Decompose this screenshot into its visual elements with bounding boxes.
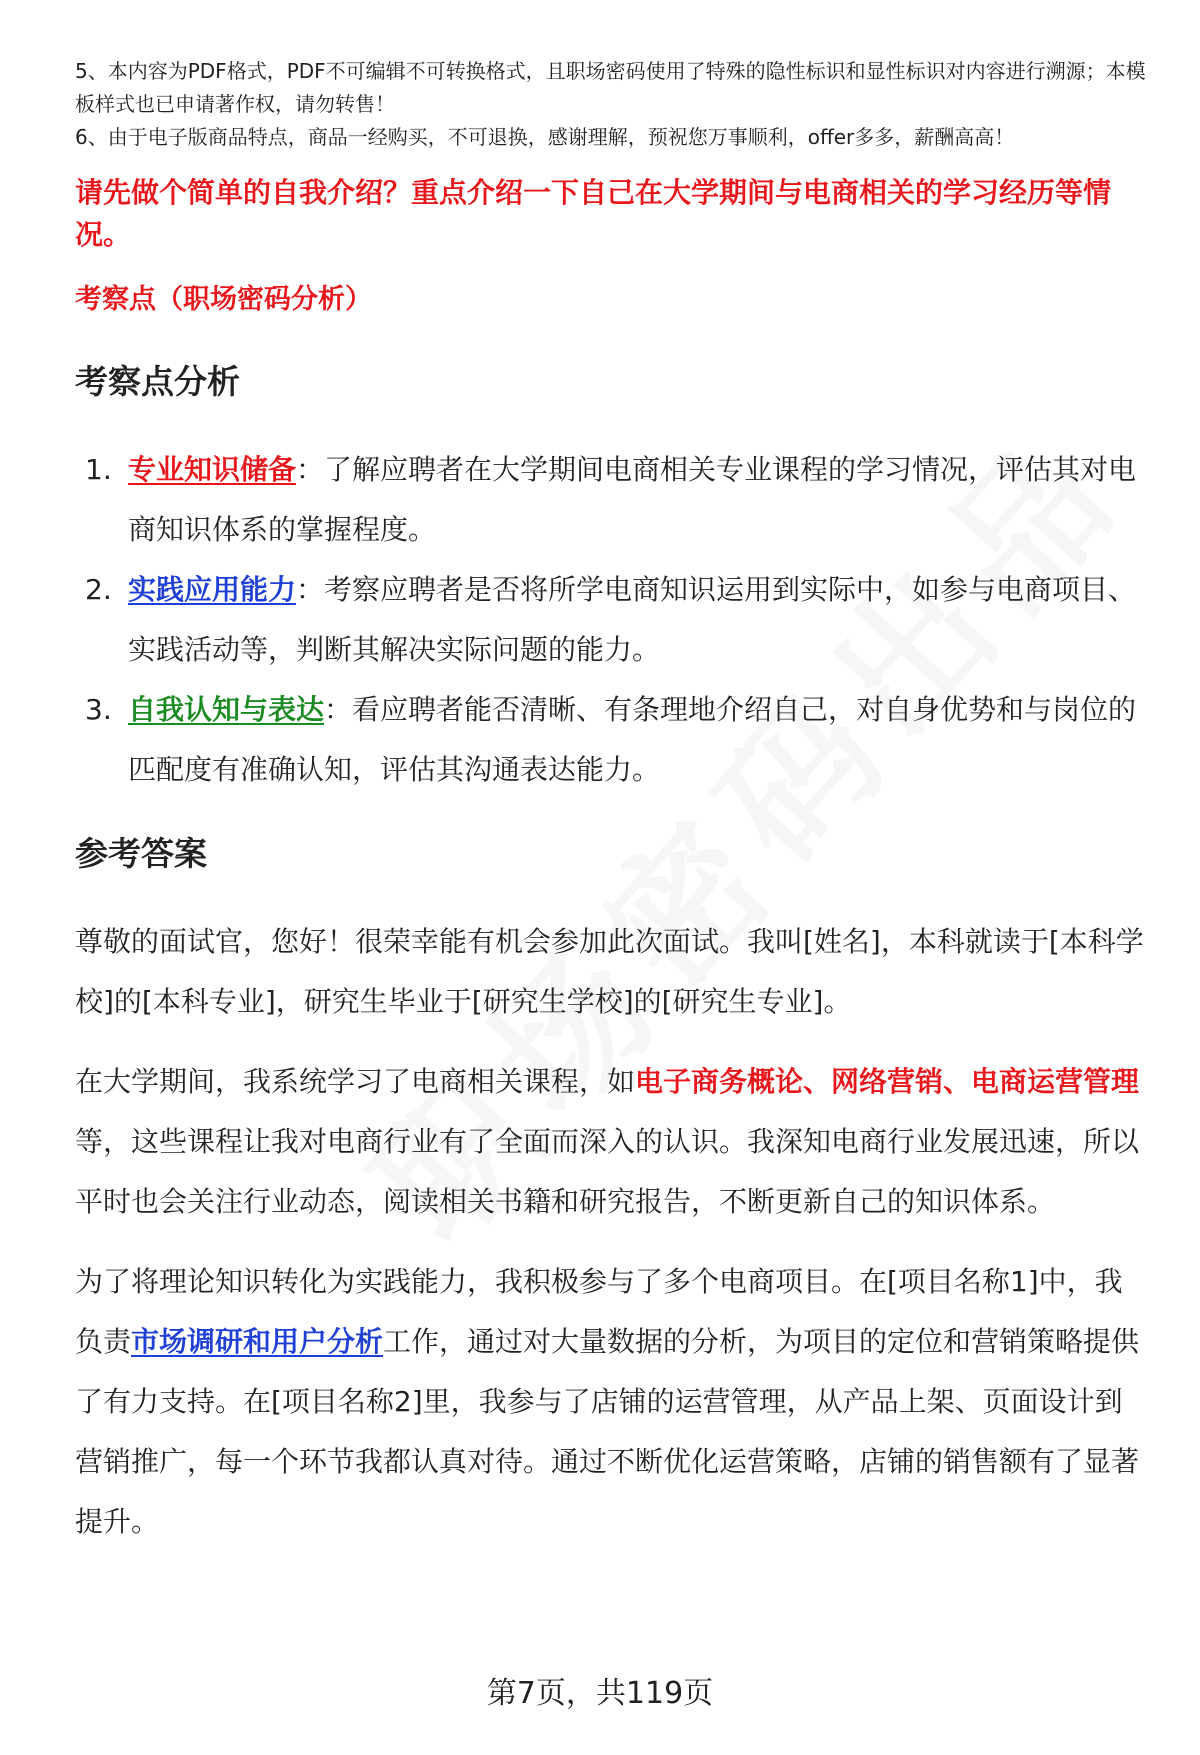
notice-5: 5、本内容为PDF格式，PDF不可编辑不可转换格式，且职场密码使用了特殊的隐性标识和显性标识对内容进行溯源；本模板样式也已申请著作权，请勿转售！ [75, 59, 1146, 116]
keyword-self-awareness: 自我认知与表达 [128, 693, 325, 726]
item-number: 2. [85, 573, 112, 606]
p2-highlight-courses: 电子商务概论、网络营销、电商运营管理 [635, 1065, 1140, 1098]
p3-highlight-research: 市场调研和用户分析 [131, 1325, 384, 1358]
item-number: 3. [85, 693, 112, 726]
keyword-professional-knowledge: 专业知识储备 [128, 453, 297, 486]
interview-question: 请先做个简单的自我介绍？重点介绍一下自己在大学期间与电商相关的学习经历等情况。 [75, 176, 1112, 251]
exam-point-label: 考察点（职场密码分析） [75, 284, 372, 315]
analysis-list [75, 440, 1150, 800]
p3-text-after: 工作，通过对大量数据的分析，为项目的定位和营销策略提供了有力支持。在[项目名称2]里，我参与了店铺的运营管理，从产品上架、页面设计到营销推广，每一个环节我都认真对待。通过不断优化运营策略，店铺的销售额有了显著提升。 [75, 1325, 1140, 1538]
analysis-item [75, 440, 1150, 560]
answer-paragraph-3 [75, 1252, 1150, 1552]
p2-text-before: 在大学期间，我系统学习了电商相关课程，如 [75, 1065, 636, 1098]
keyword-practical-ability: 实践应用能力 [128, 573, 297, 606]
item-text: ：考察应聘者是否将所学电商知识运用到实际中，如参与电商项目、实践活动等，判断其解决实际问题的能力。 [128, 573, 1137, 666]
analysis-title: 考察点分析 [75, 362, 240, 401]
document-page [75, 55, 1150, 1552]
p2-text-after: 等，这些课程让我对电商行业有了全面而深入的认识。我深知电商行业发展迅速，所以平时也会关注行业动态，阅读相关书籍和研究报告，不断更新自己的知识体系。 [75, 1125, 1140, 1218]
item-text: ：看应聘者能否清晰、有条理地介绍自己，对自身优势和与岗位的匹配度有准确认知，评估其沟通表达能力。 [128, 693, 1137, 786]
answer-title: 参考答案 [75, 834, 207, 873]
analysis-item [75, 560, 1150, 680]
item-text: ：了解应聘者在大学期间电商相关专业课程的学习情况，评估其对电商知识体系的掌握程度。 [128, 453, 1137, 546]
notice-6: 6、由于电子版商品特点，商品一经购买，不可退换，感谢理解，预祝您万事顺利，offer多多，薪酬高高！ [75, 125, 1015, 149]
analysis-item [75, 680, 1150, 800]
answer-paragraph-1: 尊敬的面试官，您好！很荣幸能有机会参加此次面试。我叫[姓名]，本科就读于[本科学校]的[本科专业]，研究生毕业于[研究生学校]的[研究生专业]。 [75, 925, 1144, 1018]
page-number: 第7页，共119页 [486, 1676, 714, 1711]
p3-text-before: 为了将理论知识转化为实践能力，我积极参与了多个电商项目。在[项目名称1]中，我负责 [75, 1265, 1123, 1358]
item-number: 1. [85, 453, 112, 486]
answer-paragraph-2 [75, 1052, 1150, 1232]
